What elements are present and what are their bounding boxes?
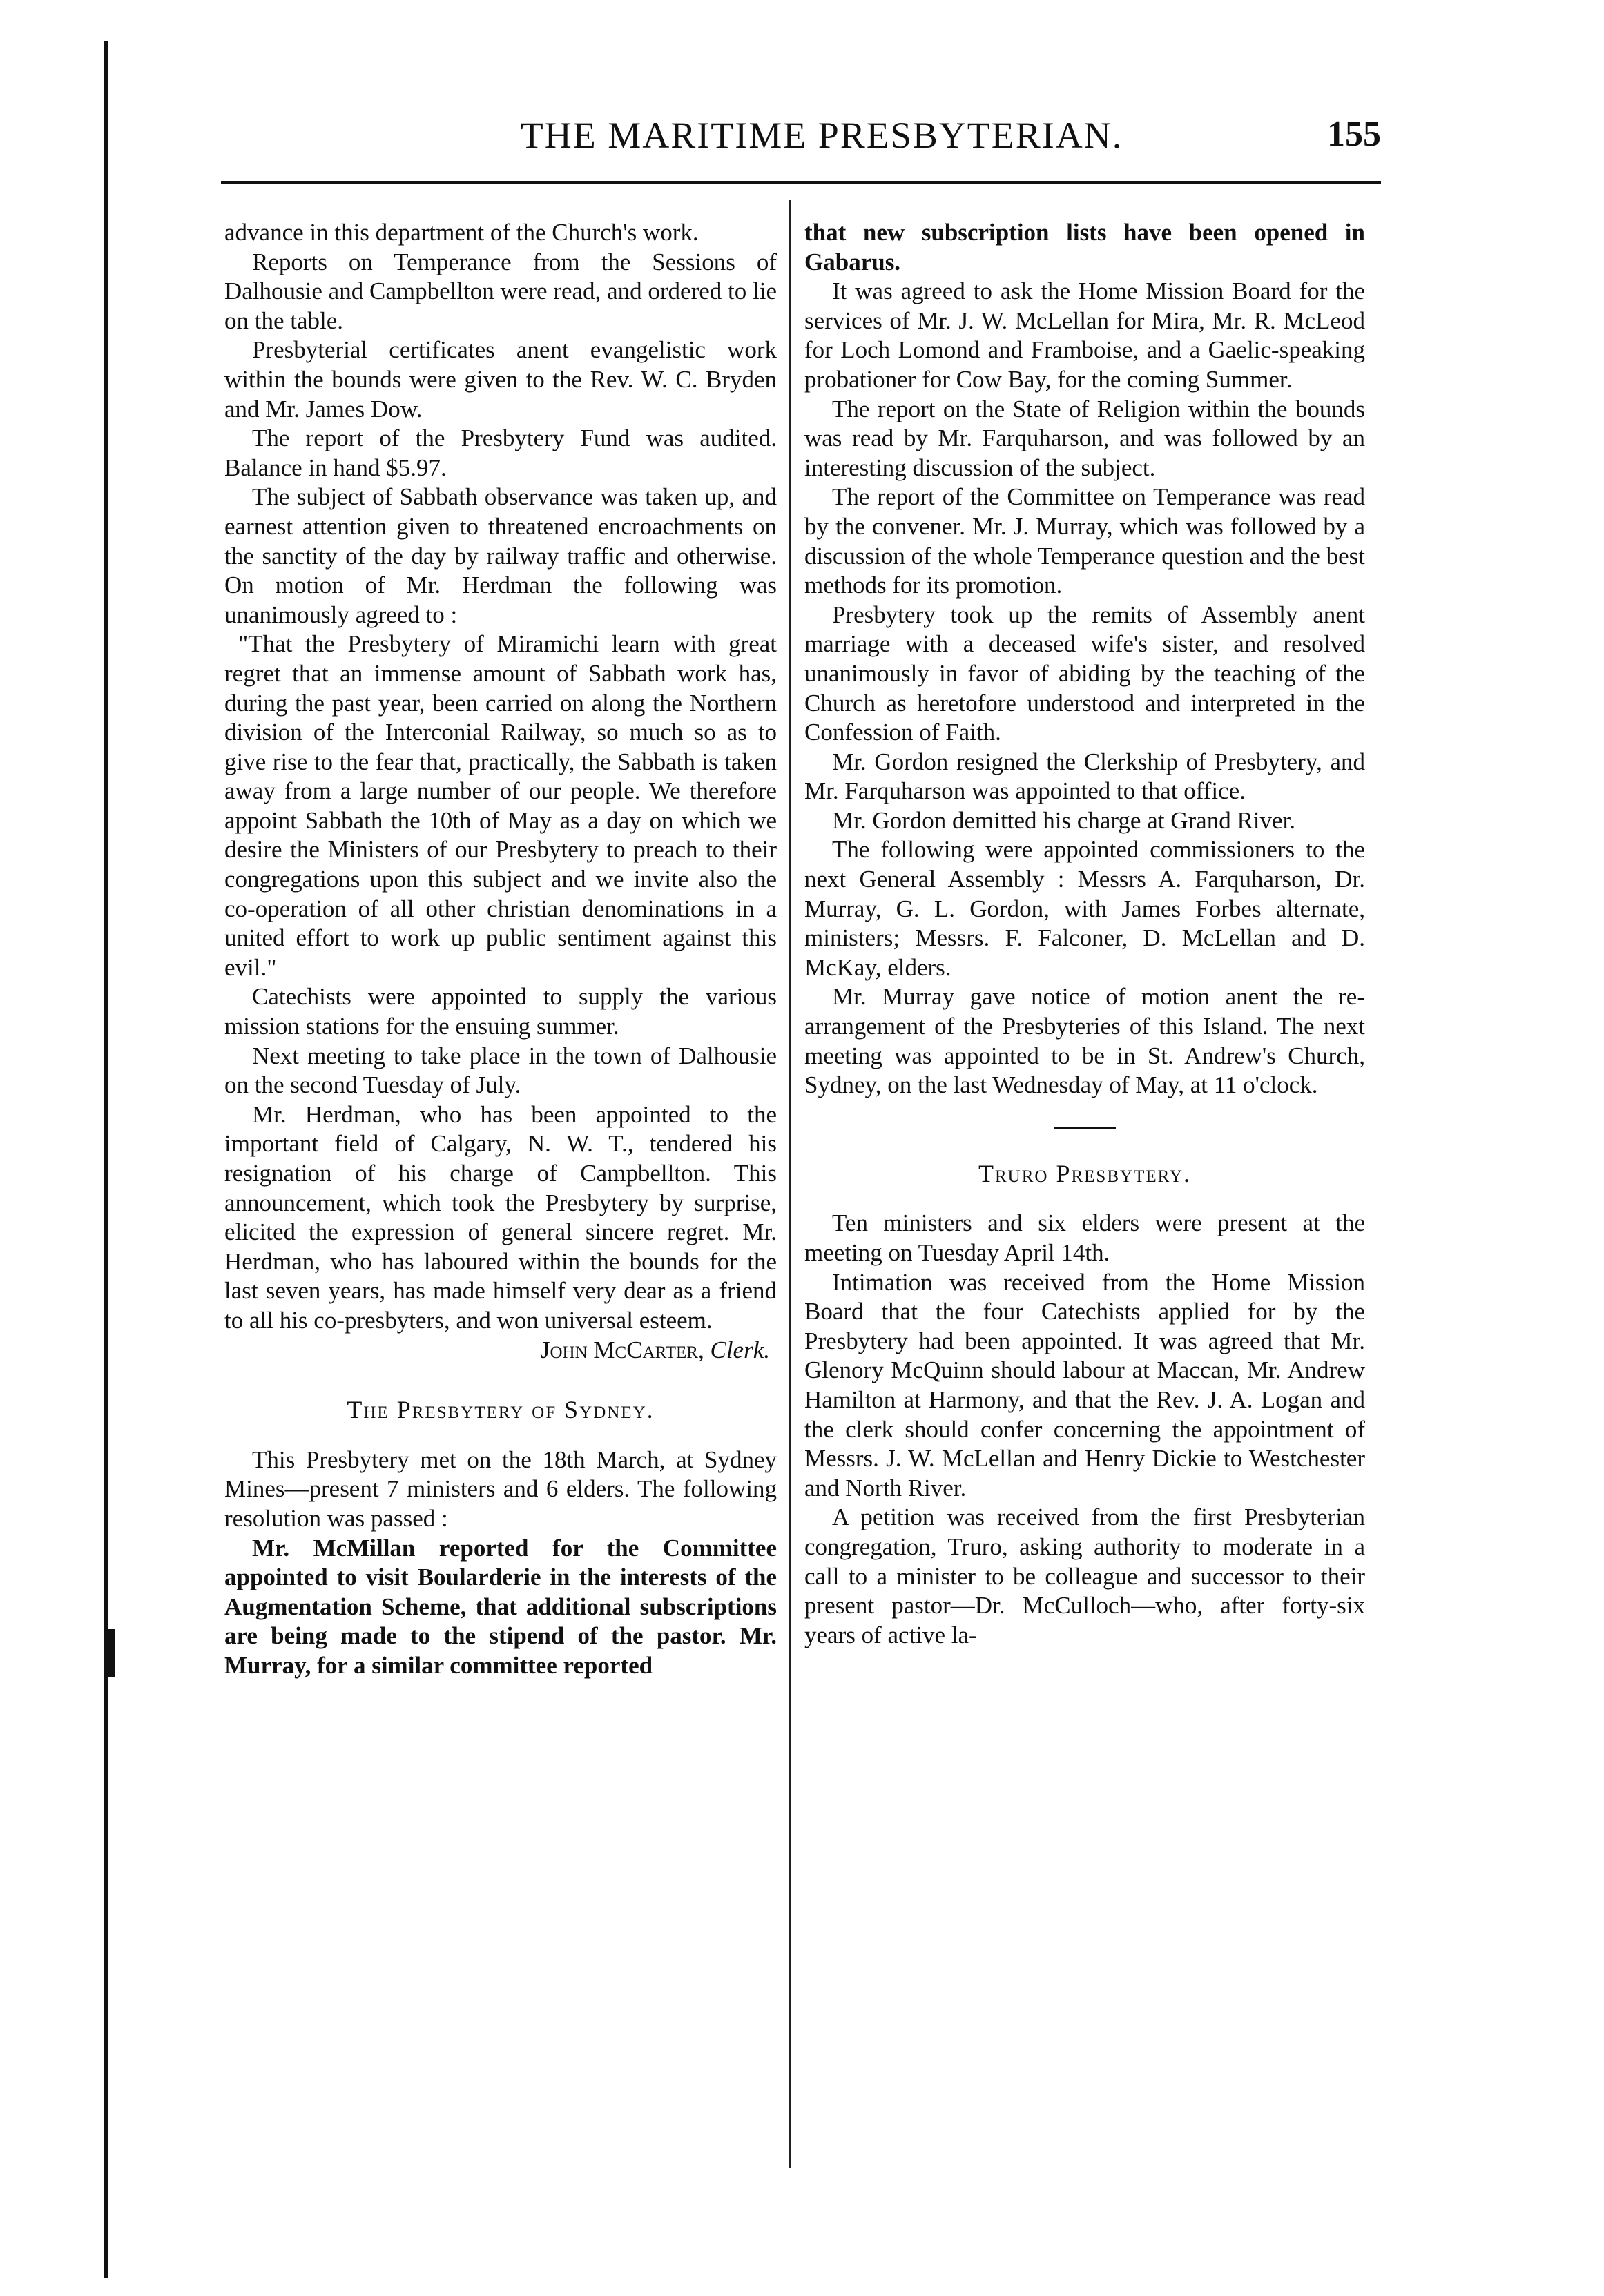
- clerk-signature: [224, 1336, 777, 1365]
- paragraph: Mr. Herdman, who has been appointed to the important field of Calgary, N. W. T., tendered his resignation of his charge of Campbellton. This announcement, which took the Presbytery by surprise, elicited the expression of general sincere regret. Mr. Herdman, who has laboured within the bounds for the last seven years, has made himself very dear as a friend to all his co-presbyters, and won universal esteem.: [224, 1100, 777, 1334]
- running-title: THE MARITIME PRESBYTERIAN.: [520, 115, 1123, 156]
- paragraph: Mr. Gordon demitted his charge at Grand River.: [832, 806, 1296, 834]
- left-column: [224, 218, 777, 1681]
- paragraph: The report of the Committee on Temperance was read by the convener. Mr. J. Murray, which was followed by a discussion of the whole Temperance question and the best methods for its promotion.: [804, 483, 1365, 599]
- signature-name: John McCarter,: [540, 1336, 704, 1363]
- page-number: 155: [1327, 115, 1381, 154]
- paragraph: This Presbytery met on the 18th March, at Sydney Mines—present 7 ministers and 6 elders. The following resolution was passed :: [224, 1446, 777, 1532]
- signature-title: Clerk.: [710, 1336, 770, 1363]
- binding-edge-mark: [104, 1629, 115, 1677]
- paragraph: that new subscription lists have been opened in Gabarus.: [804, 219, 1365, 275]
- section-separator: [1054, 1127, 1116, 1129]
- binding-edge-line: [104, 41, 108, 2278]
- resolution-quote: "That the Presbytery of Miramichi learn with great regret that an immense amount of Sabbath work has, during the past year, been carried on along the Northern division of the Interconial Railway, so much so as to give rise to the fear that, practically, the Sabbath is taken away from a large number of our people. We therefore appoint Sabbath the 10th of May as a day on which we desire the Ministers of our Presbytery to preach to their congregations upon this subject and we invite also the co-operation of all other christian denominations in a united effort to work up public sentiment against this evil.": [224, 630, 777, 981]
- paragraph: Mr. Murray gave notice of motion anent the re-arrangement of the Presbyteries of this Island. The next meeting was appointed to be in St. Andrew's Church, Sydney, on the last Wednesday of May, at 11 o'clock.: [804, 983, 1365, 1099]
- paragraph: Mr. Gordon resigned the Clerkship of Presbytery, and Mr. Farquharson was appointed to that office.: [804, 748, 1365, 805]
- column-divider: [789, 200, 791, 2168]
- paragraph: advance in this department of the Church's work.: [224, 219, 699, 246]
- paragraph: Ten ministers and six elders were present at the meeting on Tuesday April 14th.: [804, 1209, 1365, 1266]
- paragraph: The report on the State of Religion within the bounds was read by Mr. Farquharson, and was followed by an interesting discussion of the subject.: [804, 395, 1365, 481]
- paragraph: Mr. McMillan reported for the Committee appointed to visit Boularderie in the interests of the Augmentation Scheme, that additional subscriptions are being made to the stipend of the pastor. Mr. Murray, for a similar committee reported: [224, 1534, 777, 1679]
- paragraph: The subject of Sabbath observance was taken up, and earnest attention given to threatened encroachments on the sanctity of the day by railway traffic and otherwise. On motion of Mr. Herdman the following was unanimously agreed to :: [224, 483, 777, 628]
- page-header: [221, 114, 1381, 176]
- paragraph: A petition was received from the first Presbyterian congregation, Truro, asking authority to moderate in a call to a minister to be colleague and successor to their present pastor—Dr. McCulloch—who, after forty-six years of active la-: [804, 1504, 1365, 1648]
- section-heading-sydney: The Presbytery of Sydney.: [347, 1396, 655, 1424]
- paragraph: It was agreed to ask the Home Mission Board for the services of Mr. J. W. McLellan for Mira, Mr. R. McLeod for Loch Lomond and Framboise, and a Gaelic-speaking probationer for Cow Bay, for the coming Summer.: [804, 278, 1365, 393]
- header-rule: [221, 181, 1381, 184]
- paragraph: Reports on Temperance from the Sessions of Dalhousie and Campbellton were read, and ordered to lie on the table.: [224, 248, 777, 334]
- paragraph: Intimation was received from the Home Mission Board that the four Catechists applied for by the Presbytery had been appointed. It was agreed that Mr. Glenory McQuinn should labour at Maccan, Mr. Andrew Hamilton at Harmony, and that the Rev. J. A. Logan and the clerk should confer concerning the appointment of Messrs. J. W. McLellan and Henry Dickie to Westchester and North River.: [804, 1268, 1365, 1501]
- right-column: [804, 218, 1365, 1650]
- paragraph: Presbytery took up the remits of Assembly anent marriage with a deceased wife's sister, and resolved unanimously in favor of abiding by the teaching of the Church as heretofore understood and interpreted in the Confession of Faith.: [804, 601, 1365, 746]
- paragraph: Catechists were appointed to supply the various mission stations for the ensuing summer.: [224, 983, 777, 1040]
- paragraph: Presbyterial certificates anent evangelistic work within the bounds were given to the Rev. W. C. Bryden and Mr. James Dow.: [224, 336, 777, 422]
- paragraph: The report of the Presbytery Fund was audited. Balance in hand $5.97.: [224, 425, 777, 481]
- paragraph: Next meeting to take place in the town of Dalhousie on the second Tuesday of July.: [224, 1042, 777, 1099]
- paragraph: The following were appointed commissioners to the next General Assembly : Messrs A. Farquharson, Dr. Murray, G. L. Gordon, with James Forbes alternate, ministers; Messrs. F. Falconer, D. McLellan and D. McKay, elders.: [804, 836, 1365, 981]
- section-heading-truro: Truro Presbytery.: [978, 1159, 1191, 1187]
